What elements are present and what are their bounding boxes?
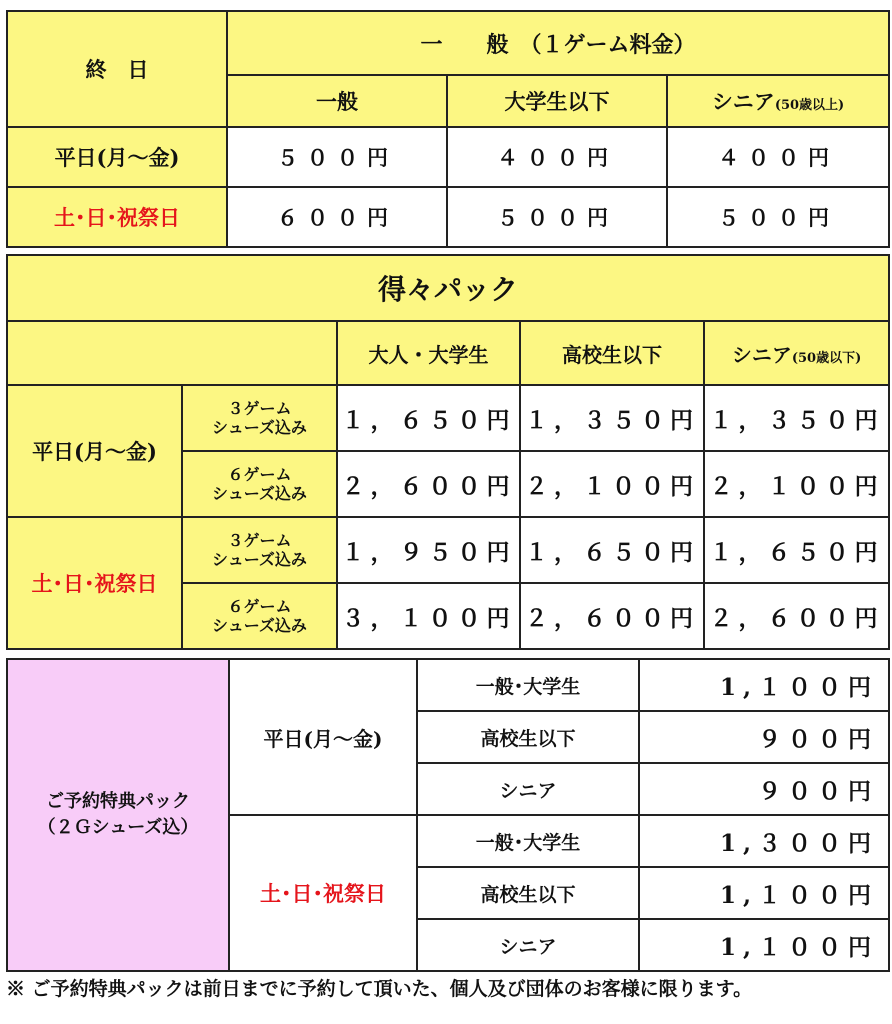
price-cell: ２，１００円 bbox=[520, 451, 704, 517]
col-senior bbox=[704, 321, 889, 385]
col-senior-note: (50歳以下) bbox=[791, 350, 862, 366]
price-cell: １，６５０円 bbox=[704, 517, 889, 583]
price-cell: ４００円 bbox=[667, 127, 889, 187]
price-cell: １，６５０円 bbox=[337, 385, 520, 451]
reservation-pack-title-line1: ご予約特典パック bbox=[46, 791, 190, 812]
price-cell: 1,３００円 bbox=[639, 815, 889, 867]
plan-shoes: シューズ込み bbox=[212, 484, 307, 503]
price-cell: １，３５０円 bbox=[704, 385, 889, 451]
row-weekday-label: 平日(月～金) bbox=[7, 127, 227, 187]
price-cell: ９００円 bbox=[639, 711, 889, 763]
price-cell: １，３５０円 bbox=[520, 385, 704, 451]
plan-games: ３ゲーム bbox=[227, 531, 292, 550]
price-cell: 1,１００円 bbox=[639, 659, 889, 711]
empty-corner bbox=[7, 321, 337, 385]
price-cell: ６００円 bbox=[227, 187, 447, 247]
tokutoku-pack-table bbox=[6, 254, 890, 650]
price-cell: ２，６００円 bbox=[704, 583, 889, 649]
category-cell: シニア bbox=[417, 763, 639, 815]
col-senior-note: (50歳以上) bbox=[774, 98, 845, 113]
weekday-label: 平日(月～金) bbox=[7, 385, 182, 517]
weekday-label: 平日(月～金) bbox=[229, 659, 417, 815]
weekend-label: 土･日･祝祭日 bbox=[7, 517, 182, 649]
col-senior-main: シニア bbox=[711, 89, 775, 114]
col-university: 大学生以下 bbox=[447, 75, 667, 127]
category-cell: 一般･大学生 bbox=[417, 815, 639, 867]
price-cell: ２，６００円 bbox=[520, 583, 704, 649]
plan-label bbox=[182, 517, 337, 583]
category-cell: シニア bbox=[417, 919, 639, 971]
price-cell: ２，１００円 bbox=[704, 451, 889, 517]
price-cell: １，９５０円 bbox=[337, 517, 520, 583]
general-header: 一 般 （１ゲーム料金） bbox=[227, 11, 889, 75]
category-cell: 高校生以下 bbox=[417, 867, 639, 919]
price-cell: ５００円 bbox=[227, 127, 447, 187]
price-cell: １，６５０円 bbox=[520, 517, 704, 583]
price-cell: ５００円 bbox=[667, 187, 889, 247]
category-cell: 一般･大学生 bbox=[417, 659, 639, 711]
price-cell: ５００円 bbox=[447, 187, 667, 247]
plan-label bbox=[182, 451, 337, 517]
col-senior-main: シニア bbox=[731, 342, 792, 367]
tokutoku-title: 得々パック bbox=[7, 255, 889, 321]
price-cell: ４００円 bbox=[447, 127, 667, 187]
plan-shoes: シューズ込み bbox=[212, 550, 307, 569]
plan-label bbox=[182, 583, 337, 649]
price-cell: ２，６００円 bbox=[337, 451, 520, 517]
category-cell: 高校生以下 bbox=[417, 711, 639, 763]
price-cell: 1,１００円 bbox=[639, 867, 889, 919]
col-senior bbox=[667, 75, 889, 127]
col-highschool: 高校生以下 bbox=[520, 321, 704, 385]
col-general: 一般 bbox=[227, 75, 447, 127]
reservation-pack-title-line2: （２Ｇシューズ込） bbox=[37, 817, 199, 838]
col-adult: 大人・大学生 bbox=[337, 321, 520, 385]
price-cell: 1,１００円 bbox=[639, 919, 889, 971]
plan-shoes: シューズ込み bbox=[212, 616, 307, 635]
plan-games: ６ゲーム bbox=[227, 465, 292, 484]
plan-games: ６ゲーム bbox=[227, 597, 292, 616]
reservation-pack-title bbox=[7, 659, 229, 971]
plan-label bbox=[182, 385, 337, 451]
footnote: ※ ご予約特典パックは前日までに予約して頂いた、個人及び団体のお客様に限ります。 bbox=[6, 978, 753, 1000]
reservation-pack-table bbox=[6, 658, 890, 972]
regular-fee-table bbox=[6, 10, 890, 248]
weekend-label: 土･日･祝祭日 bbox=[229, 815, 417, 971]
plan-shoes: シューズ込み bbox=[212, 418, 307, 437]
plan-games: ３ゲーム bbox=[227, 399, 292, 418]
price-cell: ９００円 bbox=[639, 763, 889, 815]
price-cell: ３，１００円 bbox=[337, 583, 520, 649]
row-weekend-label: 土･日･祝祭日 bbox=[7, 187, 227, 247]
allday-label: 終 日 bbox=[7, 11, 227, 127]
